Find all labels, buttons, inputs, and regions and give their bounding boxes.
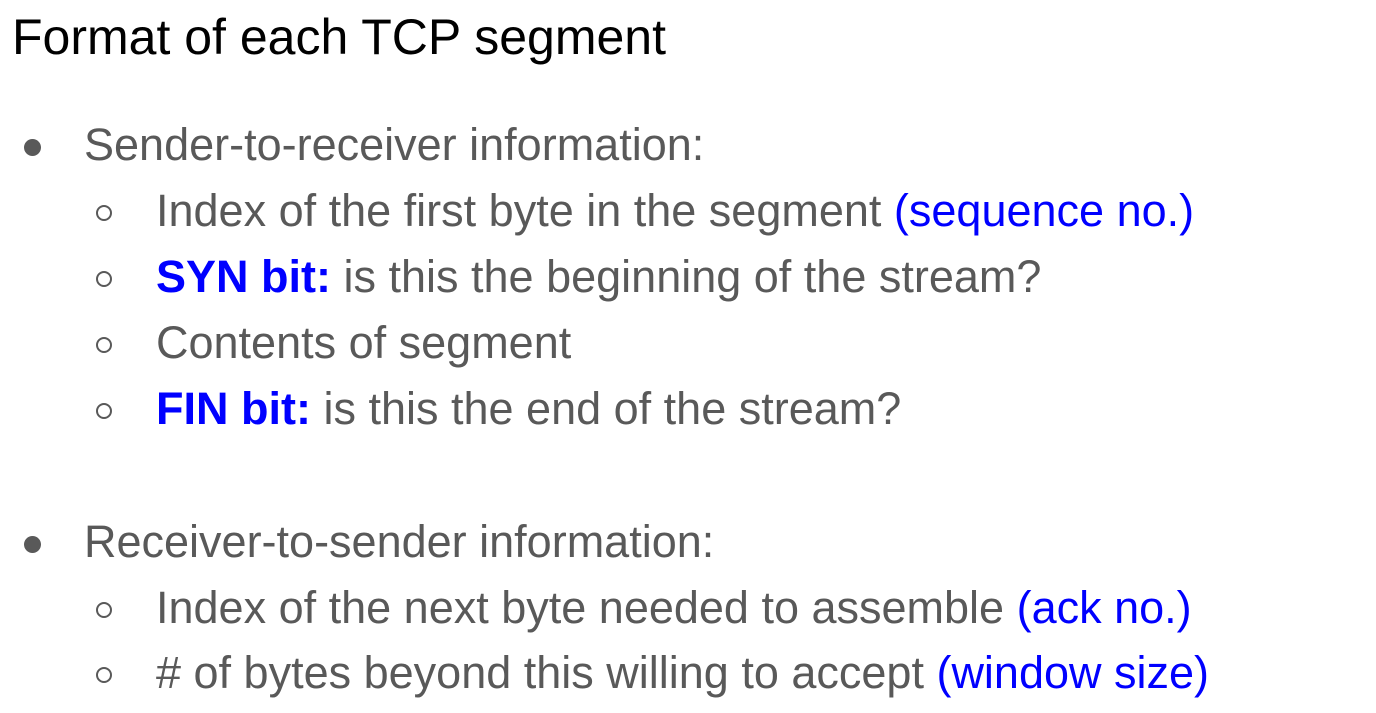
item-note-window-size: (window size) (936, 647, 1210, 698)
bullet-ring-icon (96, 205, 112, 221)
section-heading-sender: Sender-to-receiver information: (84, 119, 705, 170)
bullet-ring-icon (96, 667, 112, 683)
list-item-sequence (156, 183, 1194, 239)
section-heading-receiver: Receiver-to-sender information: (84, 516, 715, 567)
bullet-ring-icon (96, 403, 112, 419)
item-text: Contents of segment (156, 317, 572, 368)
bullet-dot-icon (24, 536, 41, 553)
list-item-ack (156, 580, 1192, 636)
item-lead-syn-bit: SYN bit: (156, 251, 331, 302)
item-text: is this the end of the stream? (310, 383, 902, 434)
item-text: Index of the next byte needed to assemble (156, 582, 1017, 633)
slide-title: Format of each TCP segment (12, 9, 667, 65)
item-note-ack-no: (ack no.) (1016, 582, 1192, 633)
list-item-fin (156, 381, 901, 437)
bullet-ring-icon (96, 602, 112, 618)
item-text: # of bytes beyond this willing to accept (156, 647, 937, 698)
bullet-ring-icon (96, 271, 112, 287)
bullet-dot-icon (24, 139, 41, 156)
item-note-sequence-no: (sequence no.) (893, 185, 1195, 236)
list-item-window (156, 645, 1209, 701)
list-item-syn (156, 249, 1041, 305)
list-item-contents (156, 315, 571, 371)
item-lead-fin-bit: FIN bit: (156, 383, 311, 434)
bullet-ring-icon (96, 337, 112, 353)
item-text: Index of the first byte in the segment (156, 185, 894, 236)
item-text: is this the beginning of the stream? (331, 251, 1042, 302)
